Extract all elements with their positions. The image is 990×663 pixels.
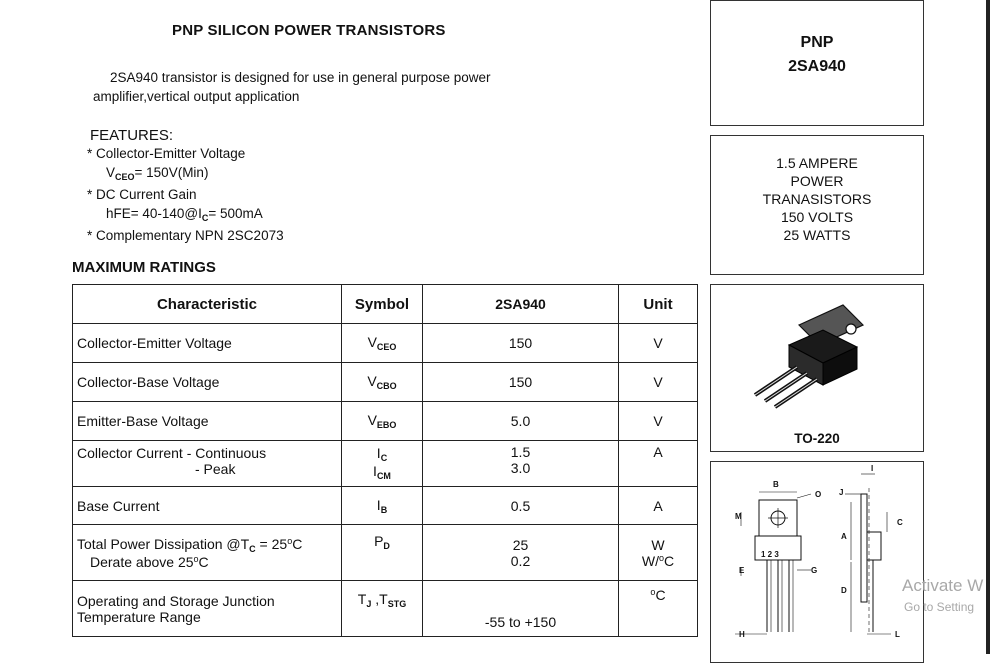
description-line-1: 2SA940 transistor is designed for use in general purpose power [110,70,491,85]
symbol-subscript: EBO [376,420,397,430]
unit-celsius: C [655,587,666,603]
feature-complementary: * Complementary NPN 2SC2073 [87,228,284,243]
dim-label-d: D [841,586,847,595]
feature-vceo-value [106,164,284,187]
table-row [73,324,698,363]
dim-label-a: A [841,532,847,541]
characteristic-line-2: - Peak [195,461,236,477]
derate-celsius: C [198,553,209,570]
dimension-drawing-box [710,461,924,663]
spec-lines [711,154,923,244]
features-heading: FEATURES: [90,127,174,144]
value-line-1: 25 [512,536,529,553]
unit-line-2 [623,553,693,569]
table-row [73,363,698,402]
activation-watermark: Activate W [902,576,984,595]
activation-watermark-settings: Go to Setting [904,600,975,614]
dim-label-g: G [811,566,818,575]
ratings-heading: MAXIMUM RATINGS [72,259,216,276]
row-value: 0.5 [423,487,619,525]
gain-value: hFE= 40-140@I [106,205,202,221]
ratings-table [72,284,698,637]
row-unit: V [619,402,698,441]
row-characteristic: Collector-Emitter Voltage [73,324,342,363]
symbol-subscript: CEO [376,342,397,352]
dim-label-m: M [735,512,742,521]
symbol-subscript: B [380,504,388,515]
description [93,68,613,106]
dim-label-c: C [897,518,903,527]
unit-prefix: W/ [641,552,659,569]
row-symbol [342,363,423,402]
table-row [73,441,698,487]
dim-label-l: L [895,630,900,639]
row-symbol [342,525,423,581]
symbol-subscript: C [380,453,388,463]
derate-label: Derate above 25 [90,553,194,570]
row-value: 150 [423,324,619,363]
column-header-unit: Unit [619,285,698,324]
spec-line: POWER [790,173,844,189]
symbol-subscript: CBO [376,381,397,391]
spec-line: TRANASISTORS [762,191,872,207]
row-characteristic [73,441,342,487]
table-row [73,402,698,441]
row-characteristic: Collector-Base Voltage [73,363,342,402]
power-subscript: C [249,543,256,554]
power-celsius: C [292,535,303,552]
transistor-package-icon [711,285,923,425]
symbol-main: V [367,373,377,389]
unit-degree: o [650,587,656,597]
row-characteristic [73,581,342,637]
symbol-subscript-2: CM [376,471,391,481]
table-header-row [73,285,698,324]
row-value [423,525,619,581]
unit-line-1: W [651,536,665,553]
dim-label-b: B [773,480,779,489]
row-unit: A [619,441,698,487]
dim-label-pins: 1 2 3 [761,550,779,559]
unit-degree: o [658,552,664,563]
spec-line: 25 WATTS [783,227,851,243]
spec-line: 150 VOLTS [780,209,854,225]
row-unit: A [619,487,698,525]
characteristic-line-1: Operating and Storage Junction [77,592,275,609]
power-suffix: = 25 [255,535,288,552]
symbol-main: I [376,496,381,513]
symbol-main-2: I [373,463,377,479]
column-header-characteristic: Characteristic [73,285,342,324]
vceo-value: = 150V(Min) [134,164,209,180]
row-symbol [342,402,423,441]
feature-gain-label: * DC Current Gain [87,187,197,202]
gain-subscript: C [201,212,209,223]
row-symbol [342,487,423,525]
unit-celsius: C [664,552,675,569]
part-type-line-2: 2SA940 [788,58,846,75]
table-row [73,487,698,525]
symbol-subscript-b: STG [387,599,407,609]
dim-label-i: I [871,464,874,473]
dim-label-j: J [839,488,844,497]
symbol-main: I [376,445,381,461]
dim-label-h: H [739,630,745,639]
part-type-line-1: PNP [800,34,834,51]
feature-vceo-label: * Collector-Emitter Voltage [87,146,246,161]
symbol-main: V [367,412,377,428]
symbol-main: P [374,533,384,549]
row-unit: V [619,363,698,402]
derate-degree: o [193,553,199,564]
features-section [87,127,284,246]
row-value: -55 to +150 [423,581,619,637]
window-edge [986,0,990,654]
description-line-2: amplifier,vertical output application [93,89,300,104]
row-unit [619,581,698,637]
package-box [710,284,924,452]
value-line-2: 3.0 [510,460,531,476]
page-title: PNP SILICON POWER TRANSISTORS [172,22,446,39]
row-symbol [342,441,423,487]
symbol-main: T [357,591,367,607]
package-label: TO-220 [794,431,840,446]
row-unit: V [619,324,698,363]
row-symbol [342,324,423,363]
gain-value-suffix: = 500mA [208,205,263,221]
spec-summary-box [710,135,924,275]
dim-label-o: O [815,490,822,499]
row-unit [619,525,698,581]
row-characteristic [73,525,342,581]
symbol-subscript: D [383,541,390,551]
characteristic-line-1 [77,536,337,554]
power-label: Total Power Dissipation @T [77,535,250,552]
column-header-symbol: Symbol [342,285,423,324]
symbol-mid: ,T [371,591,388,607]
power-degree: o [287,535,293,546]
symbol-subscript: J [366,599,372,609]
symbol-main: V [367,334,377,350]
row-value [423,441,619,487]
row-value: 150 [423,363,619,402]
row-characteristic: Emitter-Base Voltage [73,402,342,441]
row-symbol [342,581,423,637]
row-characteristic: Base Current [73,487,342,525]
vceo-symbol: V [106,164,116,180]
column-header-part: 2SA940 [423,285,619,324]
row-value: 5.0 [423,402,619,441]
table-row [73,581,698,637]
table-row [73,525,698,581]
dim-label-e: E [739,566,745,575]
characteristic-line-2 [77,554,337,570]
part-type-box [710,0,924,126]
feature-gain-value [106,205,284,228]
characteristic-line-2: Temperature Range [77,608,201,625]
value-line-1: 1.5 [510,444,531,460]
spec-line: 1.5 AMPERE [776,155,858,171]
value-line-2: 0.2 [510,552,531,569]
characteristic-line-1: Collector Current - Continuous [77,445,267,461]
vceo-subscript: CEO [115,171,135,182]
